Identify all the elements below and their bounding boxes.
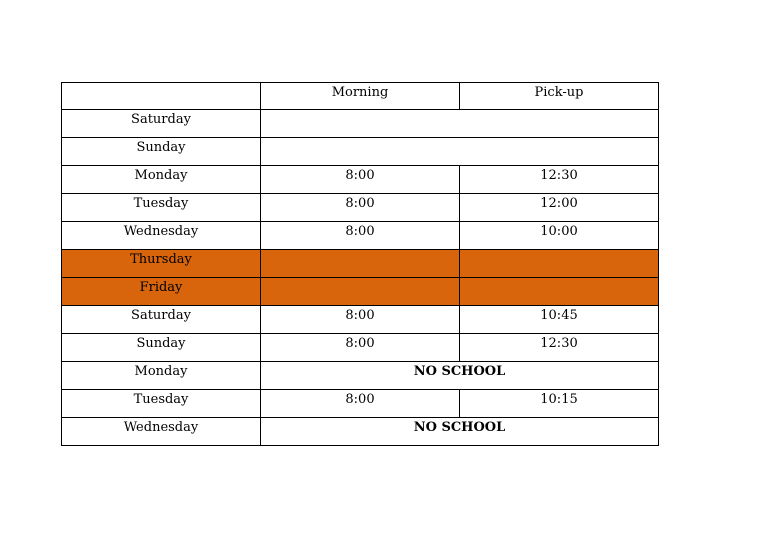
day-cell: Wednesday [62,222,261,250]
day-cell: Wednesday [62,418,261,446]
day-cell: Sunday [62,334,261,362]
merged-empty-cell [261,138,659,166]
pickup-time-cell [460,250,659,278]
morning-time-cell: 8:00 [261,222,460,250]
morning-time-cell [261,278,460,306]
header-pickup: Pick-up [460,83,659,110]
header-corner-cell [62,83,261,110]
day-cell: Monday [62,166,261,194]
pickup-time-cell: 12:00 [460,194,659,222]
day-cell: Saturday [62,110,261,138]
table-row [62,194,659,222]
morning-time-cell: 8:00 [261,306,460,334]
schedule-table [61,82,659,446]
pickup-time-cell: 10:00 [460,222,659,250]
pickup-time-cell: 10:15 [460,390,659,418]
day-cell: Tuesday [62,390,261,418]
morning-time-cell: 8:00 [261,194,460,222]
pickup-time-cell: 10:45 [460,306,659,334]
morning-time-cell [261,250,460,278]
morning-time-cell: 8:00 [261,166,460,194]
day-cell: Tuesday [62,194,261,222]
header-row [62,83,659,110]
table-row [62,138,659,166]
pickup-time-cell: 12:30 [460,334,659,362]
table-row [62,334,659,362]
morning-time-cell: 8:00 [261,334,460,362]
table-row [62,418,659,446]
no-school-note: NO SCHOOL [261,418,659,446]
day-cell: Saturday [62,306,261,334]
pickup-time-cell: 12:30 [460,166,659,194]
pickup-time-cell [460,278,659,306]
table-row [62,166,659,194]
table-row [62,362,659,390]
day-cell: Sunday [62,138,261,166]
table-row [62,390,659,418]
day-cell: Monday [62,362,261,390]
header-morning: Morning [261,83,460,110]
day-cell: Thursday [62,250,261,278]
table-row [62,306,659,334]
table-row [62,222,659,250]
morning-time-cell: 8:00 [261,390,460,418]
table-row [62,110,659,138]
table-row-highlighted [62,250,659,278]
table-row-highlighted [62,278,659,306]
day-cell: Friday [62,278,261,306]
merged-empty-cell [261,110,659,138]
no-school-note: NO SCHOOL [261,362,659,390]
